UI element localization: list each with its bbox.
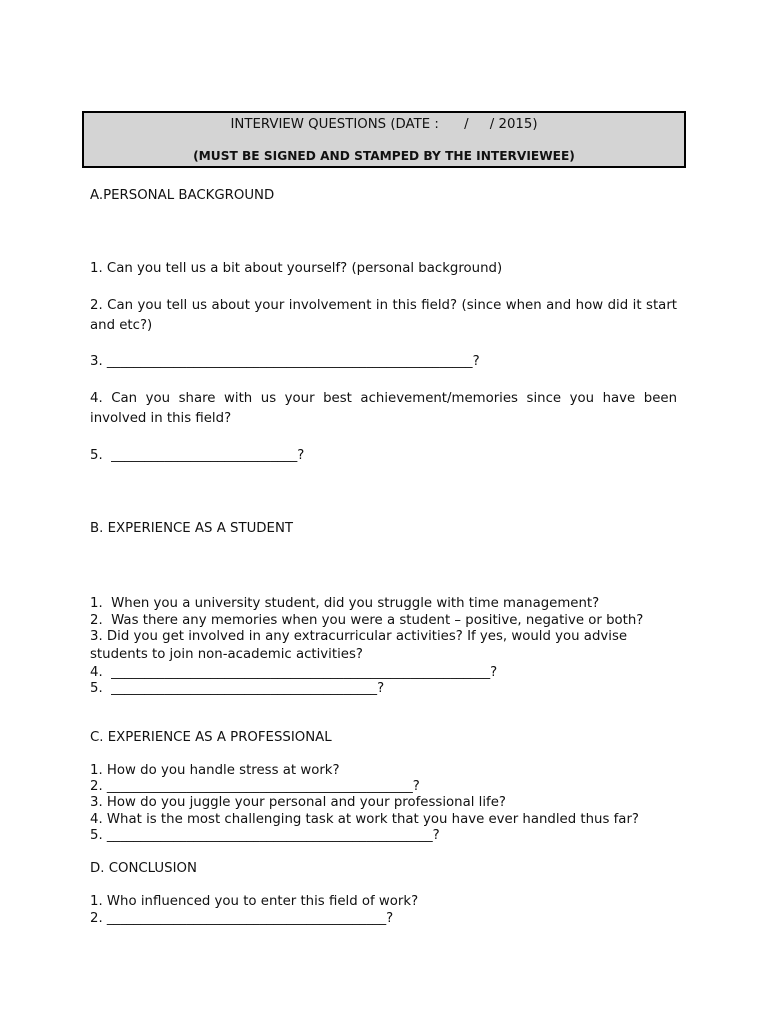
- section-b-question-4: 4. _________________________________________________________?: [90, 665, 498, 680]
- section-c-question-1: 1. How do you handle stress at work?: [90, 763, 340, 778]
- section-a-question-2: 2. Can you tell us about your involvement in this field? (since when and how did it start and etc?): [90, 298, 677, 333]
- section-d-heading: D. CONCLUSION: [90, 861, 197, 876]
- header-subtitle: (MUST BE SIGNED AND STAMPED BY THE INTERVIEWEE): [193, 149, 575, 163]
- section-b-question-3: 3. Did you get involved in any extracurricular activities? If yes, would you advise students to join non-academic activities?: [90, 629, 628, 662]
- section-c-question-4: 4. What is the most challenging task at work that you have ever handled thus far?: [90, 812, 639, 827]
- section-c-question-3: 3. How do you juggle your personal and your professional life?: [90, 795, 506, 810]
- section-b-question-5: 5. ________________________________________?: [90, 681, 385, 696]
- section-b-question-1: 1. When you a university student, did you struggle with time management?: [90, 596, 600, 611]
- section-d-question-2: 2. __________________________________________?: [90, 911, 394, 926]
- section-c-heading: C. EXPERIENCE AS A PROFESSIONAL: [90, 730, 332, 745]
- section-b-question-2: 2. Was there any memories when you were a student – positive, negative or both?: [90, 613, 644, 628]
- section-a-heading: A.PERSONAL BACKGROUND: [90, 188, 275, 203]
- section-b-heading: B. EXPERIENCE AS A STUDENT: [90, 521, 294, 536]
- section-c-question-2: 2. ______________________________________________?: [90, 779, 420, 794]
- header-box: [82, 111, 686, 168]
- header-title: INTERVIEW QUESTIONS (DATE : / / 2015): [230, 117, 538, 132]
- section-a-question-1: 1. Can you tell us a bit about yourself? (personal background): [90, 261, 503, 276]
- section-a-question-5: 5. ____________________________?: [90, 448, 305, 463]
- section-a-question-4: 4. Can you share with us your best achievement/memories since you have been involved in this field?: [90, 391, 677, 426]
- section-d-question-1: 1. Who influenced you to enter this field of work?: [90, 894, 419, 909]
- section-a-question-3: 3. _______________________________________________________?: [90, 354, 480, 369]
- section-c-question-5: 5. _________________________________________________?: [90, 828, 440, 843]
